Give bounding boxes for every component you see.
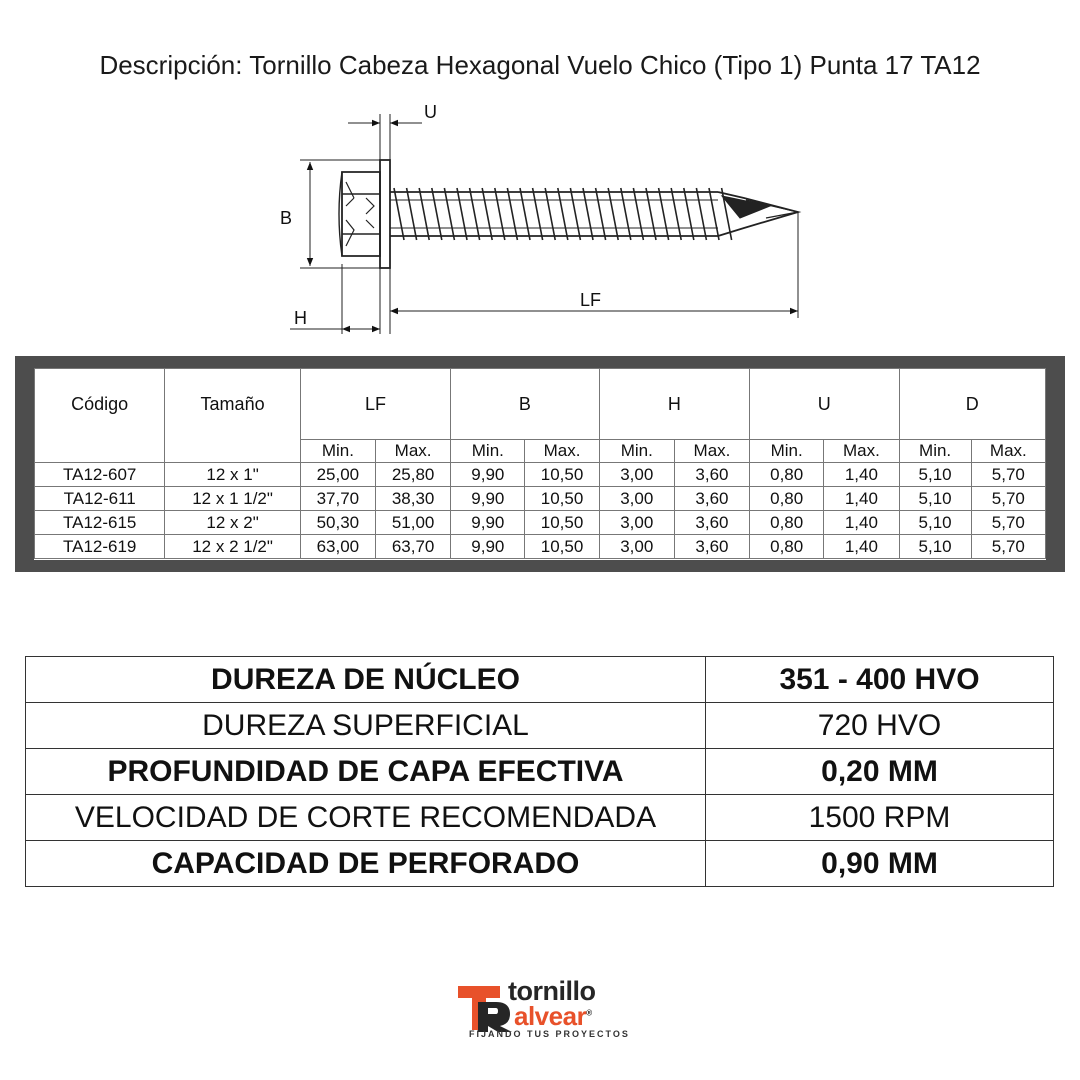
header-codigo: Código bbox=[35, 369, 165, 440]
property-label: CAPACIDAD DE PERFORADO bbox=[26, 841, 706, 887]
cell-value: 10,50 bbox=[525, 487, 599, 511]
dim-label-u: U bbox=[424, 102, 437, 122]
property-label: VELOCIDAD DE CORTE RECOMENDADA bbox=[26, 795, 706, 841]
thread-line bbox=[684, 188, 694, 240]
cell-value: 1,40 bbox=[824, 511, 899, 535]
cell-value: 5,10 bbox=[899, 535, 971, 559]
header-h: H bbox=[599, 369, 749, 440]
cell-value: 5,70 bbox=[971, 511, 1045, 535]
cell-value: 63,70 bbox=[375, 535, 450, 559]
cell-value: 10,50 bbox=[525, 535, 599, 559]
cell-value: 0,80 bbox=[750, 487, 824, 511]
subheader-row bbox=[35, 440, 1046, 463]
thread-line bbox=[558, 188, 568, 240]
dim-label-lf: LF bbox=[580, 290, 602, 310]
cell-value: 63,00 bbox=[300, 535, 375, 559]
cell-code: TA12-615 bbox=[35, 511, 165, 535]
property-value: 351 - 400 HVO bbox=[706, 657, 1054, 703]
cell-value: 9,90 bbox=[451, 535, 525, 559]
logo-word-alvear: alvear® bbox=[514, 1001, 592, 1031]
thread-line bbox=[470, 188, 480, 240]
cell-value: 1,40 bbox=[824, 487, 899, 511]
dim-label-b: B bbox=[280, 208, 293, 228]
thread-line bbox=[570, 188, 580, 240]
dim-label-h: H bbox=[294, 308, 307, 328]
thread-line bbox=[407, 188, 417, 240]
property-row bbox=[26, 841, 1054, 887]
max-label: Max. bbox=[971, 440, 1045, 463]
cell-value: 51,00 bbox=[375, 511, 450, 535]
table-row bbox=[35, 487, 1046, 511]
thread-line bbox=[659, 188, 669, 240]
min-label: Min. bbox=[899, 440, 971, 463]
cell-value: 9,90 bbox=[451, 511, 525, 535]
page-title: Descripción: Tornillo Cabeza Hexagonal Vuelo Chico (Tipo 1) Punta 17 TA12 bbox=[99, 50, 981, 80]
cell-value: 3,60 bbox=[674, 463, 749, 487]
property-label: PROFUNDIDAD DE CAPA EFECTIVA bbox=[26, 749, 706, 795]
cell-value: 5,10 bbox=[899, 487, 971, 511]
cell-size: 12 x 1 1/2" bbox=[165, 487, 300, 511]
cell-code: TA12-607 bbox=[35, 463, 165, 487]
cell-value: 25,80 bbox=[375, 463, 450, 487]
cell-value: 3,60 bbox=[674, 535, 749, 559]
thread-line bbox=[507, 188, 517, 240]
max-label: Max. bbox=[525, 440, 599, 463]
thread-line bbox=[621, 188, 631, 240]
cell-value: 1,40 bbox=[824, 463, 899, 487]
cell-size: 12 x 2 1/2" bbox=[165, 535, 300, 559]
thread-line bbox=[722, 188, 732, 240]
table-row bbox=[35, 535, 1046, 559]
cell-value: 5,70 bbox=[971, 463, 1045, 487]
thread-line bbox=[394, 188, 404, 240]
table-row bbox=[35, 463, 1046, 487]
cell-value: 25,00 bbox=[300, 463, 375, 487]
thread-line bbox=[596, 188, 606, 240]
cell-value: 3,00 bbox=[599, 511, 674, 535]
thread-line bbox=[457, 188, 467, 240]
properties-table bbox=[25, 656, 1054, 887]
max-label: Max. bbox=[824, 440, 899, 463]
cell-value: 3,60 bbox=[674, 511, 749, 535]
cell-value: 10,50 bbox=[525, 511, 599, 535]
thread-line bbox=[545, 188, 555, 240]
cell-code: TA12-619 bbox=[35, 535, 165, 559]
property-row bbox=[26, 703, 1054, 749]
max-label: Max. bbox=[375, 440, 450, 463]
thread-line bbox=[583, 188, 593, 240]
thread-line bbox=[709, 188, 719, 240]
header-d: D bbox=[899, 369, 1046, 440]
max-label: Max. bbox=[674, 440, 749, 463]
cell-value: 0,80 bbox=[750, 535, 824, 559]
property-row bbox=[26, 749, 1054, 795]
cell-value: 3,00 bbox=[599, 535, 674, 559]
cell-value: 9,90 bbox=[451, 487, 525, 511]
property-value: 720 HVO bbox=[706, 703, 1054, 749]
header-tamano: Tamaño bbox=[165, 369, 300, 440]
property-row bbox=[26, 657, 1054, 703]
cell-value: 10,50 bbox=[525, 463, 599, 487]
header-u: U bbox=[750, 369, 899, 440]
screw-drawing bbox=[270, 100, 810, 340]
thread-line bbox=[671, 188, 681, 240]
thread-line bbox=[696, 188, 706, 240]
cell-value: 1,40 bbox=[824, 535, 899, 559]
logo-tagline: FIJANDO TUS PROYECTOS bbox=[469, 1029, 630, 1039]
cell-value: 9,90 bbox=[451, 463, 525, 487]
cell-value: 5,70 bbox=[971, 535, 1045, 559]
spec-table bbox=[34, 368, 1046, 559]
cell-value: 5,70 bbox=[971, 487, 1045, 511]
cell-value: 5,10 bbox=[899, 511, 971, 535]
property-row bbox=[26, 795, 1054, 841]
header-b: B bbox=[451, 369, 599, 440]
cell-value: 3,00 bbox=[599, 463, 674, 487]
cell-value: 37,70 bbox=[300, 487, 375, 511]
min-label: Min. bbox=[750, 440, 824, 463]
thread-line bbox=[444, 188, 454, 240]
thread-line bbox=[482, 188, 492, 240]
thread-line bbox=[633, 188, 643, 240]
logo-word-tornillo: tornillo bbox=[508, 976, 596, 1006]
cell-value: 5,10 bbox=[899, 463, 971, 487]
brand-logo bbox=[456, 978, 631, 1044]
thread-line bbox=[608, 188, 618, 240]
cell-value: 3,60 bbox=[674, 487, 749, 511]
property-label: DUREZA SUPERFICIAL bbox=[26, 703, 706, 749]
cell-size: 12 x 1" bbox=[165, 463, 300, 487]
property-value: 0,90 MM bbox=[706, 841, 1054, 887]
thread-line bbox=[533, 188, 543, 240]
cell-size: 12 x 2" bbox=[165, 511, 300, 535]
cell-value: 0,80 bbox=[750, 511, 824, 535]
min-label: Min. bbox=[599, 440, 674, 463]
cell-value: 38,30 bbox=[375, 487, 450, 511]
cell-code: TA12-611 bbox=[35, 487, 165, 511]
min-label: Min. bbox=[451, 440, 525, 463]
thread-line bbox=[419, 188, 429, 240]
min-label: Min. bbox=[300, 440, 375, 463]
header-lf: LF bbox=[300, 369, 450, 440]
thread-line bbox=[520, 188, 530, 240]
thread-line bbox=[646, 188, 656, 240]
logo-mark-icon bbox=[456, 984, 516, 1034]
thread-line bbox=[495, 188, 505, 240]
property-label: DUREZA DE NÚCLEO bbox=[26, 657, 706, 703]
cell-value: 3,00 bbox=[599, 487, 674, 511]
property-value: 0,20 MM bbox=[706, 749, 1054, 795]
thread-line bbox=[432, 188, 442, 240]
property-value: 1500 RPM bbox=[706, 795, 1054, 841]
table-row bbox=[35, 511, 1046, 535]
cell-value: 0,80 bbox=[750, 463, 824, 487]
cell-value: 50,30 bbox=[300, 511, 375, 535]
